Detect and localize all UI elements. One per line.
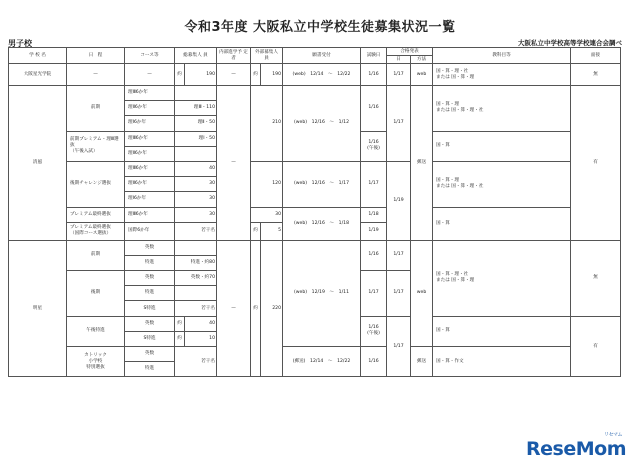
cell: S特進 — [125, 331, 175, 346]
cell: 英数 — [125, 271, 175, 286]
cell: 有 — [571, 316, 621, 377]
table-row — [9, 347, 621, 362]
cell: 190 — [185, 64, 217, 86]
col-application: 願書受付 — [283, 48, 361, 64]
cell: 国・算 — [433, 131, 571, 161]
cell: — — [217, 64, 251, 86]
cell: 理Ⅱ6か年 — [125, 146, 175, 161]
cell: 1/16 — [361, 347, 387, 377]
category-label: 男子校 — [8, 39, 32, 48]
cell: 約 — [251, 240, 261, 377]
cell: 英数 — [125, 347, 175, 362]
cell: (郵送) 12/14 ～ 12/22 — [283, 347, 361, 377]
cell: 1/16 — [361, 240, 387, 270]
cell: 10 — [185, 331, 217, 346]
cell: 特進・約80 — [175, 255, 217, 270]
cell: 無 — [571, 64, 621, 86]
cell: 30 — [175, 207, 217, 222]
cell: 郵送 — [411, 347, 433, 377]
cell: 210 — [251, 86, 283, 162]
cell: 理Ⅲ6か年 — [125, 131, 175, 146]
cell: 国・算・理・社 または 国・算・理 — [433, 64, 571, 86]
cell: 後期チャレンジ選抜 — [67, 161, 125, 207]
cell: 1/17 — [387, 240, 411, 270]
col-subjects: 教科目等 — [433, 48, 571, 64]
table-row — [9, 240, 621, 255]
col-course: コース等 — [125, 48, 175, 64]
cell — [175, 240, 217, 255]
cell — [175, 86, 217, 101]
cell: 英数 — [125, 240, 175, 255]
cell: 理Ⅱ・50 — [175, 116, 217, 131]
table-row — [9, 64, 621, 86]
cell: S特進 — [125, 301, 175, 316]
col-school: 学 校 名 — [9, 48, 67, 64]
table-row — [9, 86, 621, 101]
col-internal: 内部進学予 定 者 — [217, 48, 251, 64]
admissions-table — [8, 47, 621, 377]
cell: 1/17 — [387, 64, 411, 86]
cell: 約 — [251, 64, 261, 86]
logo-subtext: リセマム — [604, 432, 622, 438]
cell: 1/18 — [361, 207, 387, 222]
cell: 40 — [185, 316, 217, 331]
cell: 190 — [261, 64, 283, 86]
cell: 国・算 — [433, 316, 571, 346]
cell: 1/16 (午後) — [361, 316, 387, 346]
cell: 特進 — [125, 255, 175, 270]
cell: 1/19 — [361, 222, 387, 240]
cell: 1/19 — [387, 161, 411, 240]
cell: 1/17 — [361, 271, 387, 317]
col-schedule: 日 程 — [67, 48, 125, 64]
cell: (web) 12/14 ～ 12/22 — [283, 64, 361, 86]
cell: 英数 — [125, 316, 175, 331]
cell — [175, 146, 217, 161]
cell: 国・算・理 または 国・算・理・社 — [433, 161, 571, 207]
cell: 前期 — [67, 86, 125, 132]
cell: (web) 12/16 ～ 1/17 — [283, 161, 361, 207]
cell: 有 — [571, 86, 621, 241]
cell: 30 — [251, 207, 283, 222]
resemom-logo — [526, 432, 626, 460]
cell: 1/17 — [387, 86, 411, 162]
cell: プレミアム最終選抜 （国際コース選抜） — [67, 222, 125, 240]
cell: (web) 12/16 ～ 1/12 — [283, 86, 361, 162]
cell: 国・算・理 または 国・算・理・社 — [433, 86, 571, 132]
cell — [175, 286, 217, 301]
col-external: 外部募集人 員 — [251, 48, 283, 64]
cell: 1/17 — [387, 316, 411, 377]
cell: — — [217, 86, 251, 241]
cell: 前期プレミアム・理Ⅲ選抜 （午後入試） — [67, 131, 125, 161]
cell: 約 — [175, 64, 185, 86]
col-announce: 合格発表 — [387, 48, 433, 56]
cell: 特進 — [125, 362, 175, 377]
cell: 国・算 — [433, 207, 571, 240]
school-name: 清風 — [9, 86, 67, 241]
cell: 郵送 — [411, 86, 433, 241]
source-label: 大阪私立中学校高等学校連合会調べ — [518, 39, 622, 47]
table-row — [9, 207, 621, 222]
cell: 英数・約70 — [175, 271, 217, 286]
col-interview: 面接 — [571, 48, 621, 64]
col-exam-date: 試験日 — [361, 48, 387, 64]
cell: — — [125, 64, 175, 86]
cell: 30 — [175, 192, 217, 207]
cell: 理Ⅱ6か年 — [125, 101, 175, 116]
cell: 国際6か年 — [125, 222, 175, 240]
cell: 220 — [261, 240, 283, 377]
cell: 30 — [175, 177, 217, 192]
cell: 理Ⅰ6か年 — [125, 116, 175, 131]
cell: 理Ⅲ・110 — [175, 101, 217, 116]
cell: web — [411, 64, 433, 86]
cell: 1/17 — [387, 271, 411, 317]
school-name: 明星 — [9, 240, 67, 377]
cell: 約 — [251, 222, 261, 240]
cell: — — [67, 64, 125, 86]
cell: (web) 12/16 ～ 1/18 — [283, 207, 361, 240]
cell: 40 — [175, 161, 217, 176]
cell: 特進 — [125, 286, 175, 301]
school-name: 大阪星光学院 — [9, 64, 67, 86]
header-row — [9, 48, 621, 56]
cell: 理Ⅲ6か年 — [125, 86, 175, 101]
cell: プレミアム最終選抜 — [67, 207, 125, 222]
cell: カトリック 小学校 特別選抜 — [67, 347, 125, 377]
cell: 若干名 — [175, 347, 217, 377]
cell: 理Ⅰ6か年 — [125, 192, 175, 207]
cell: 1/17 — [361, 161, 387, 207]
page-title: 令和3年度 大阪私立中学校生徒募集状況一覧 — [184, 20, 456, 35]
cell: 1/16 (午後) — [361, 131, 387, 161]
cell: 無 — [571, 240, 621, 316]
cell: 若干名 — [175, 301, 217, 316]
cell: 1/16 — [361, 86, 387, 132]
col-announce-method: 方法 — [411, 56, 433, 64]
cell: 理Ⅰ・50 — [175, 131, 217, 146]
cell: 前期 — [67, 240, 125, 270]
cell: 国・算・作文 — [433, 347, 571, 377]
cell: 1/16 — [361, 64, 387, 86]
cell: — — [217, 240, 251, 377]
cell: 約 — [175, 331, 185, 346]
cell: 若干名 — [175, 222, 217, 240]
col-total: 総募集人 員 — [175, 48, 217, 64]
cell: 理Ⅲ6か年 — [125, 207, 175, 222]
cell: 理Ⅱ6か年 — [125, 177, 175, 192]
cell: 国・算・理・社 または 国・算・理 — [433, 240, 571, 316]
table-row — [9, 161, 621, 176]
cell: 約 — [175, 316, 185, 331]
cell: 5 — [261, 222, 283, 240]
cell: 120 — [251, 161, 283, 207]
cell: (web) 12/19 ～ 1/11 — [283, 240, 361, 346]
cell: 後期 — [67, 271, 125, 317]
cell: 午後特進 — [67, 316, 125, 346]
cell: web — [411, 240, 433, 346]
logo-text: ReseMom — [526, 438, 626, 460]
col-announce-day: 日 — [387, 56, 411, 64]
cell: 理Ⅲ6か年 — [125, 161, 175, 176]
